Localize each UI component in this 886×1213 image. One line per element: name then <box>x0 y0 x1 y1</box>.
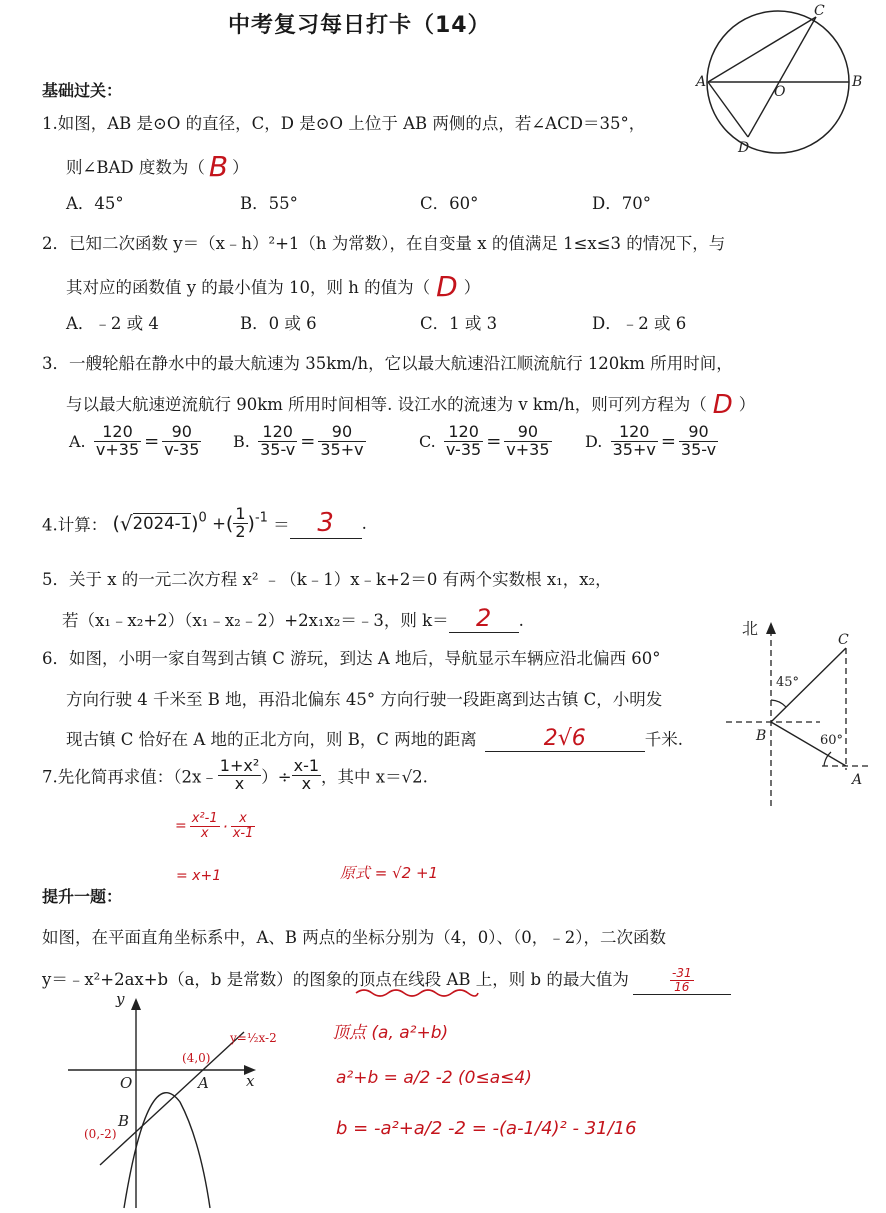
q2-option-b: B．0 或 6 <box>240 314 317 333</box>
q1-line1: 1.如图，AB 是⊙O 的直径，C，D 是⊙O 上位于 AB 两侧的点，若∠ACD＝35°， <box>42 114 646 133</box>
p-line2: y＝﹣x²+2ax+b（a，b 是常数）的图象的顶点在线段 AB 上，则 b 的最大值为 $\frac{-31}{16}$ <box>42 966 731 995</box>
pointA-coord: (4,0) <box>182 1051 211 1065</box>
q1-answer: B <box>208 150 229 183</box>
q1-option-a: A．45° <box>66 194 124 213</box>
label-45: 45° <box>776 675 800 690</box>
label-A: A <box>852 772 863 788</box>
label-60: 60° <box>820 733 844 748</box>
q2-option-c: C．1 或 3 <box>420 314 498 333</box>
q6-line2: 方向行驶 4 千米至 B 地，再沿北偏东 45° 方向行驶一段距离到达古镇 C，小明发 <box>66 690 663 709</box>
pointB-coord: (0,-2) <box>84 1127 117 1141</box>
q3-option-c: C. $\frac{120}{v-35}$ = $\frac{90}{v+35}$ <box>419 422 550 459</box>
p-work-2: a²+b = a/2 -2 (0≤a≤4) <box>336 1068 532 1088</box>
q3-option-d: D. $\frac{120}{35+v}$ = $\frac{90}{35-v}$ <box>585 422 717 459</box>
q1-option-c: C．60° <box>420 194 479 213</box>
q7-work-1: = $\frac{\text{x²-1}}{x}$ · $\frac{x}{x-1}$ <box>175 811 254 841</box>
p-work-1: 顶点 (a, a²+b) <box>332 1023 449 1043</box>
q1-line2: 则∠BAD 度数为（ B ） <box>66 150 249 183</box>
q2-option-a: A．﹣2 或 4 <box>66 314 159 333</box>
q4-answer: 3 <box>317 507 334 538</box>
q2-line1: 2．已知二次函数 y＝（x﹣h）²+1（h 为常数），在自变量 x 的值满足 1≤x≤3 的情况下，与 <box>42 234 726 253</box>
coordinate-graph <box>60 990 320 1212</box>
q5-line2: 若（x₁﹣x₂+2）（x₁﹣x₂﹣2）+2x₁x₂＝﹣3，则 k＝ 2 . <box>62 604 524 632</box>
label-C: C <box>814 3 825 19</box>
point-A-label: A <box>198 1074 209 1092</box>
origin-label: O <box>120 1074 133 1092</box>
q3-option-b: B. $\frac{120}{35-v}$ = $\frac{90}{35+v}$ <box>233 422 364 459</box>
q4-line: 4.计算： $(√2024-1)^0$ +( $\frac{1}{2}$ )$^{-1}$ ＝ 3 . <box>42 504 367 541</box>
q6-line1: 6．如图，小明一家自驾到古镇 C 游玩，到达 A 地后，导航显示车辆应沿北偏西 60° <box>42 649 661 668</box>
axis-x-label: x <box>246 1072 255 1090</box>
direction-figure <box>722 612 882 812</box>
q3-line1: 3．一艘轮船在静水中的最大航速为 35km/h，它以最大航速沿江顺流航行 120km 所用时间， <box>42 354 733 373</box>
line-eq-label: y=½x-2 <box>230 1031 277 1045</box>
label-C: C <box>838 632 849 648</box>
vertex-underline <box>354 986 480 1000</box>
q2-line2: 其对应的函数值 y 的最小值为 10，则 h 的值为（ D ） <box>66 270 481 303</box>
circle-figure <box>690 0 886 160</box>
q5-answer: 2 <box>476 604 492 632</box>
label-B: B <box>756 728 767 744</box>
point-B-label: B <box>118 1112 130 1130</box>
label-O: O <box>774 84 786 100</box>
q2-option-d: D．﹣2 或 6 <box>592 314 687 333</box>
label-D: D <box>738 140 750 156</box>
label-A: A <box>696 74 707 90</box>
q3-answer: D <box>712 390 733 420</box>
q3-option-a: A. $\frac{120}{v+35}$ = $\frac{90}{v-35}$ <box>69 422 200 459</box>
q1-option-b: B．55° <box>240 194 298 213</box>
axis-y-label: y <box>116 990 125 1008</box>
p-line1: 如图，在平面直角坐标系中，A、B 两点的坐标分别为（4，0）、（0，﹣2），二次函数 <box>42 928 667 947</box>
q1-option-d: D．70° <box>592 194 651 213</box>
page-title: 中考复习每日打卡（14） <box>228 13 491 38</box>
q6-line3: 现古镇 C 恰好在 A 地的正北方向，则 B，C 两地的距离 2√6 千米. <box>66 726 684 751</box>
section-basic: 基础过关： <box>42 81 123 100</box>
label-north: 北 <box>742 619 759 638</box>
q6-answer: 2√6 <box>543 726 586 751</box>
q3-line2: 与以最大航速逆流航行 90km 所用时间相等. 设江水的流速为 v km/h，则可列方程为（ D ） <box>66 390 756 420</box>
label-B: B <box>852 74 863 90</box>
q7-work-2: = x+1 <box>176 868 222 884</box>
section-advanced: 提升一题： <box>42 887 123 906</box>
q5-line1: 5．关于 x 的一元二次方程 x² ﹣（k﹣1）x﹣k+2＝0 有两个实数根 x₁，x₂， <box>42 570 612 589</box>
q7-work-3: 原式 = √2 +1 <box>340 864 439 882</box>
q7-line: 7.先化简再求值：（2x﹣ $\frac{\text{1+x²}}{x}$ ）÷ $\frac{x-1}{x}$ ，其中 x＝√2. <box>42 756 428 793</box>
p-work-3: b = -a²+a/2 -2 = -(a-1/4)² - 31/16 <box>336 1118 637 1139</box>
q2-answer: D <box>436 270 458 303</box>
